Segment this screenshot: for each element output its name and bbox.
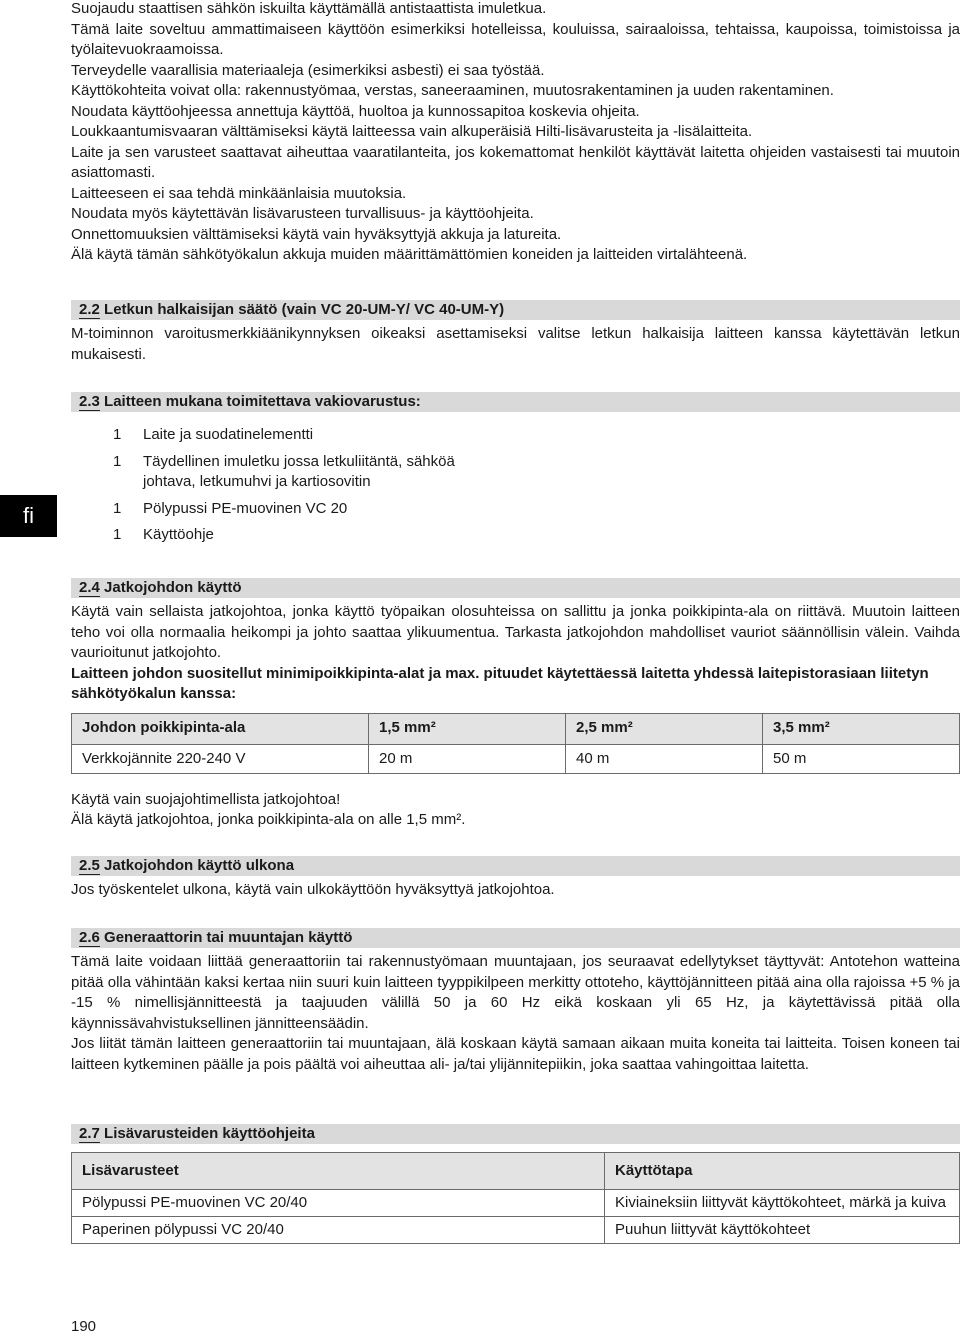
section-heading bbox=[71, 300, 960, 320]
table-header: Käyttötapa bbox=[605, 1153, 960, 1190]
table-header: 3,5 mm² bbox=[763, 713, 960, 744]
section-title: Letkun halkaisijan säätö (vain VC 20-UM-Y/ VC 40-UM-Y) bbox=[99, 301, 505, 318]
table-cell: 50 m bbox=[763, 744, 960, 773]
table-cell: 20 m bbox=[369, 744, 566, 773]
section-2-3 bbox=[71, 392, 960, 416]
item-quantity: 1 bbox=[113, 499, 122, 517]
item-quantity: 1 bbox=[113, 526, 122, 543]
table-cell: Paperinen pölypussi VC 20/40 bbox=[72, 1217, 605, 1244]
section-body: Käytä vain sellaista jatkojohtoa, jonka käyttö työpaikan olosuhteissa on sallittu ja jonka poikkipinta-ala on riittävä. Muutoin laitteen teho voi olla normaalia heikompi ja johto saattaa ylikuumentua. Tarkasta jatkojohdon mahdolliset vauriot säännöllisin välein. Vaihda vaurioitunut jatkojohto. bbox=[71, 603, 960, 661]
section-title: Generaattorin tai muuntajan käyttö bbox=[99, 929, 353, 946]
list-item bbox=[113, 452, 493, 493]
section-body: Tämä laite voidaan liittää generaattoriin tai rakennustyömaan muuntajaan, jos seuraavat edellytykset täyttyvät: Antotehon watteina pitää olla vähintään kaksi kertaa niin suuri kuin laitteen tyyppikilpeen merkitty ottoteho, käyttöjännitteen pitää aina olla rajoissa +5 % ja -15 % nimellisjännitteestä ja taajuuden välillä 50 ja 60 Hz eikä koskaan yli 65 Hz, ja käytettävissä pitää olla käynnissävahvistuksellinen jännitteensäädin. bbox=[71, 953, 960, 1032]
section-heading bbox=[71, 578, 960, 598]
intro-line: Suojaudu staattisen sähkön iskuilta käyttämällä antistaattista imuletkua. bbox=[71, 0, 547, 17]
item-quantity: 1 bbox=[113, 426, 122, 443]
section-2-6 bbox=[71, 928, 960, 1075]
section-body: Jos liität tämän laitteen generaattoriin tai muuntajaan, älä koskaan käytä samaan aikaan muita koneita tai laitteita. Toisen koneen tai laitteen kytkeminen päälle ja pois päältä voi aiheuttaa ali- ja/tai ylijännitepiikin, joka saattaa vahingoittaa laitetta. bbox=[71, 1035, 960, 1073]
section-2-5 bbox=[71, 856, 960, 901]
intro-line: Tämä laite soveltuu ammattimaiseen käyttöön esimerkiksi hotelleissa, kouluissa, sairaaloissa, tehtaissa, kaupoissa, toimistoissa ja työlaitevuokraamoissa. bbox=[71, 20, 960, 58]
table-header: Lisävarusteet bbox=[72, 1153, 605, 1190]
accessories-table bbox=[71, 1152, 960, 1244]
language-tab: fi bbox=[0, 495, 57, 537]
table-header: Johdon poikkipinta-ala bbox=[72, 713, 369, 744]
table-cell: Pölypussi PE-muovinen VC 20/40 bbox=[72, 1190, 605, 1217]
section-heading bbox=[71, 392, 960, 412]
intro-line: Loukkaantumisvaaran välttämiseksi käytä laitteessa vain alkuperäisiä Hilti-lisävarusteita ja -lisälaitteita. bbox=[71, 123, 753, 140]
table-row bbox=[72, 1190, 960, 1217]
list-item bbox=[113, 499, 493, 520]
table-header-row bbox=[72, 713, 960, 744]
section-body: Jos työskentelet ulkona, käytä vain ulkokäyttöön hyväksyttyä jatkojohtoa. bbox=[71, 881, 555, 898]
item-text: Täydellinen imuletku jossa letkuliitäntä, sähköä johtava, letkumuhvi ja kartiosovitin bbox=[143, 452, 455, 490]
section-title: Jatkojohdon käyttö bbox=[99, 579, 242, 596]
table-header: 1,5 mm² bbox=[369, 713, 566, 744]
intro-line: Laitteeseen ei saa tehdä minkäänlaisia muutoksia. bbox=[71, 184, 407, 202]
table-cell: Kiviaineksiin liittyvät käyttökohteet, märkä ja kuiva bbox=[605, 1190, 960, 1217]
section-number: 2.6 bbox=[79, 929, 100, 946]
cable-table bbox=[71, 713, 960, 774]
intro-line: Noudata käyttöohjeessa annettuja käyttöä, huoltoa ja kunnossapitoa koskevia ohjeita. bbox=[71, 102, 640, 120]
section-number: 2.2 bbox=[79, 301, 100, 318]
table-cell: Puuhun liittyvät käyttökohteet bbox=[605, 1217, 960, 1244]
intro-notes bbox=[71, 0, 960, 266]
intro-line: Terveydelle vaarallisia materiaaleja (esimerkiksi asbesti) ei saa työstää. bbox=[71, 61, 545, 79]
intro-line: Laite ja sen varusteet saattavat aiheuttaa vaaratilanteita, jos kokemattomat henkilöt käyttävät laitetta ohjeiden vastaisesti tai muutoin asiattomasti. bbox=[71, 143, 960, 181]
table-cell: Verkkojännite 220-240 V bbox=[72, 744, 369, 773]
table-header-row bbox=[72, 1153, 960, 1190]
item-text: Laite ja suodatinelementti bbox=[143, 426, 314, 443]
note-line: Älä käytä jatkojohtoa, jonka poikkipinta-ala on alle 1,5 mm². bbox=[71, 811, 466, 828]
item-text: Käyttöohje bbox=[143, 526, 214, 543]
page-number: 190 bbox=[71, 1318, 97, 1335]
kit-list bbox=[113, 425, 493, 552]
table-cell: 40 m bbox=[566, 744, 763, 773]
section-body: M-toiminnon varoitusmerkkiäänikynnyksen oikeaksi asettamiseksi valitse letkun halkaisija laitteen kanssa käytettävän letkun mukaisesti. bbox=[71, 325, 960, 363]
list-item bbox=[113, 425, 493, 446]
section-number: 2.3 bbox=[79, 393, 100, 410]
section-2-7 bbox=[71, 1124, 960, 1244]
section-title: Jatkojohdon käyttö ulkona bbox=[99, 857, 295, 874]
section-number: 2.4 bbox=[79, 579, 100, 596]
table-header: 2,5 mm² bbox=[566, 713, 763, 744]
item-quantity: 1 bbox=[113, 452, 122, 470]
note-line: Käytä vain suojajohtimellista jatkojohtoa! bbox=[71, 790, 341, 808]
item-text: Pölypussi PE-muovinen VC 20 bbox=[143, 499, 348, 517]
section-2-4 bbox=[71, 578, 960, 831]
section-heading bbox=[71, 1124, 960, 1144]
table-row bbox=[72, 1217, 960, 1244]
list-item bbox=[113, 525, 493, 546]
intro-line: Älä käytä tämän sähkötyökalun akkuja muiden määrittämättömien koneiden ja laitteiden virtalähteenä. bbox=[71, 246, 748, 263]
section-heading bbox=[71, 856, 960, 876]
table-row bbox=[72, 744, 960, 773]
bold-note: Laitteen johdon suositellut minimipoikkipinta-alat ja max. pituudet käytettäessä laitetta yhdessä laitepistorasiaan liitetyn sähkötyökalun kanssa: bbox=[71, 664, 929, 702]
section-number: 2.5 bbox=[79, 857, 100, 874]
intro-line: Onnettomuuksien välttämiseksi käytä vain hyväksyttyjä akkuja ja latureita. bbox=[71, 225, 562, 243]
section-heading bbox=[71, 928, 960, 948]
section-title: Lisävarusteiden käyttöohjeita bbox=[99, 1125, 315, 1142]
section-2-2 bbox=[71, 300, 960, 365]
intro-line: Noudata myös käytettävän lisävarusteen turvallisuus- ja käyttöohjeita. bbox=[71, 205, 534, 222]
section-number: 2.7 bbox=[79, 1125, 100, 1142]
intro-line: Käyttökohteita voivat olla: rakennustyömaa, verstas, saneeraaminen, muutosrakentaminen ja uuden rakentaminen. bbox=[71, 82, 834, 99]
section-title: Laitteen mukana toimitettava vakiovarustus: bbox=[99, 393, 421, 410]
